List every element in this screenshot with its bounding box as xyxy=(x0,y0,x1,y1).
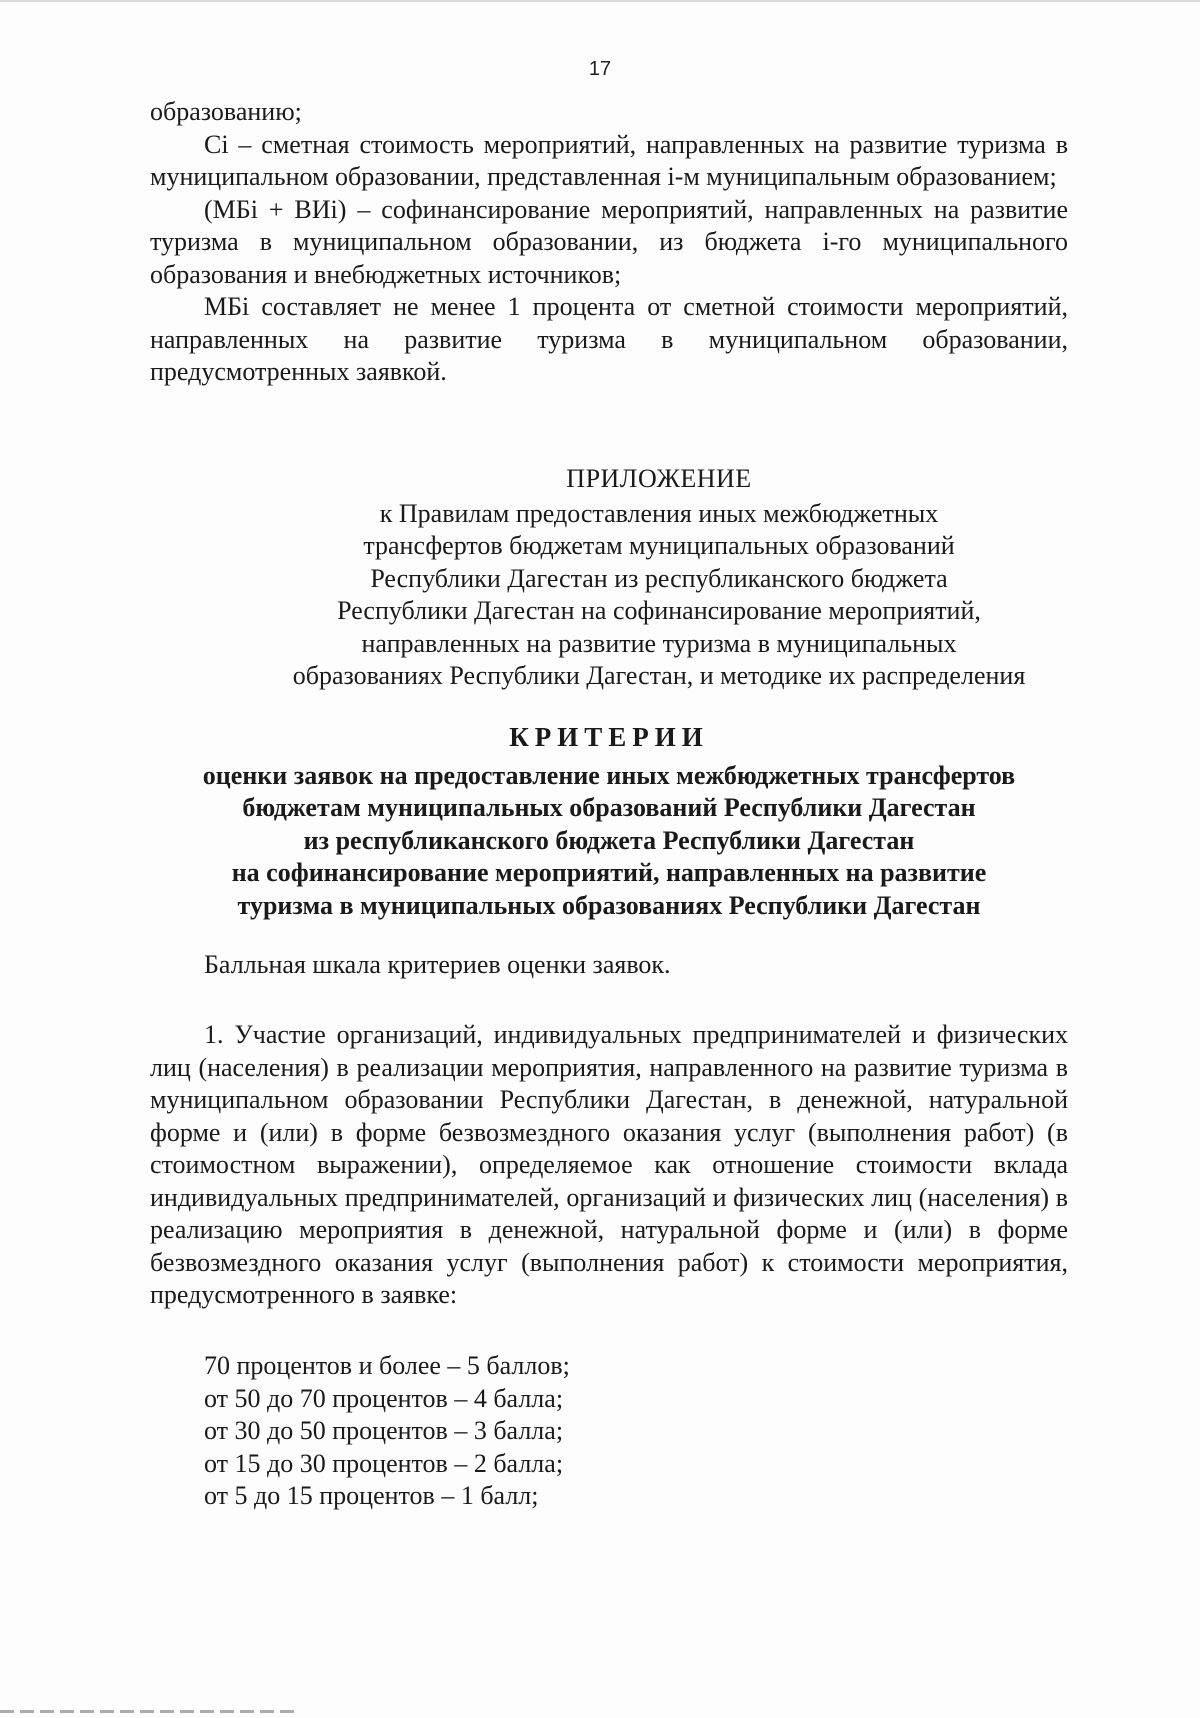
score-item: от 15 до 30 процентов – 2 балла; xyxy=(204,1448,564,1478)
scale-intro: Балльная шкала критериев оценки заявок. xyxy=(204,950,671,979)
scan-edge-bottom xyxy=(0,1710,300,1713)
appendix-line: Республики Дагестан на софинансирование мероприятий, xyxy=(337,596,981,625)
appendix-line: направленных на развитие туризма в муниципальных xyxy=(361,628,957,658)
appendix-line: трансфертов бюджетам муниципальных образований xyxy=(363,531,955,560)
intro-paragraph: Ci – сметная стоимость мероприятий, направленных на развитие туризма в муниципальном образовании, представленная i-м муниципальным образованием; xyxy=(150,129,1068,191)
criteria-subtitle-line: из республиканского бюджета Республики Дагестан xyxy=(303,825,915,855)
appendix-line: Республики Дагестан из республиканского бюджета xyxy=(370,563,948,593)
criteria-title: КРИТЕРИИ xyxy=(509,722,709,752)
criterion-item-1: 1. Участие организаций, индивидуальных предпринимателей и физических лиц (населения) в реализации мероприятия, направленного на развитие туризма в муниципальном образовании Республики Дагестан, в денежной, натуральной форме и (или) в форме безвозмездного оказания услуг (выполнения работ) (в стоимостном выражении), определяемое как отношение стоимости вклада индивидуальных предпринимателей, организаций и физических лиц (населения) в реализацию мероприятия в денежной, натуральной форме и (или) в форме безвозмездного оказания услуг (выполнения работ) к стоимости мероприятия, предусмотренного в заявке: xyxy=(150,1020,1068,1309)
criteria-subtitle-line: оценки заявок на предоставление иных межбюджетных трансфертов xyxy=(202,760,1016,790)
appendix-line: образованиях Республики Дагестан, и методике их распределения xyxy=(292,661,1026,690)
intro-paragraph: образованию; xyxy=(150,97,302,126)
criteria-subtitle-line: на софинансирование мероприятий, направленных на развитие xyxy=(231,858,987,887)
intro-paragraph: МБi составляет не менее 1 процента от сметной стоимости мероприятий, направленных на развитие туризма в муниципальном образовании, предусмотренных заявкой. xyxy=(150,292,1068,386)
intro-section xyxy=(150,96,1068,389)
criteria-subtitle-line: бюджетам муниципальных образований Республики Дагестан xyxy=(242,793,976,822)
scan-edge-top xyxy=(0,0,1200,2)
appendix-line: к Правилам предоставления иных межбюджетных xyxy=(379,498,939,528)
score-item: от 5 до 15 процентов – 1 балл; xyxy=(204,1481,539,1510)
appendix-title: ПРИЛОЖЕНИЕ xyxy=(566,464,752,493)
intro-paragraph: (МБi + ВИi) – софинансирование мероприятий, направленных на развитие туризма в муниципальном образовании, из бюджета i-го муниципального образования и внебюджетных источников; xyxy=(150,194,1068,289)
score-item: 70 процентов и более – 5 баллов; xyxy=(204,1351,570,1380)
appendix-block xyxy=(250,463,1068,693)
criteria-subtitle-line: туризма в муниципальных образованиях Республики Дагестан xyxy=(237,890,981,920)
page-number: 17 xyxy=(588,58,612,80)
criteria-heading-block xyxy=(150,721,1068,922)
score-item: от 50 до 70 процентов – 4 балла; xyxy=(204,1383,564,1413)
score-item: от 30 до 50 процентов – 3 балла; xyxy=(204,1416,564,1445)
score-list xyxy=(204,1350,570,1513)
